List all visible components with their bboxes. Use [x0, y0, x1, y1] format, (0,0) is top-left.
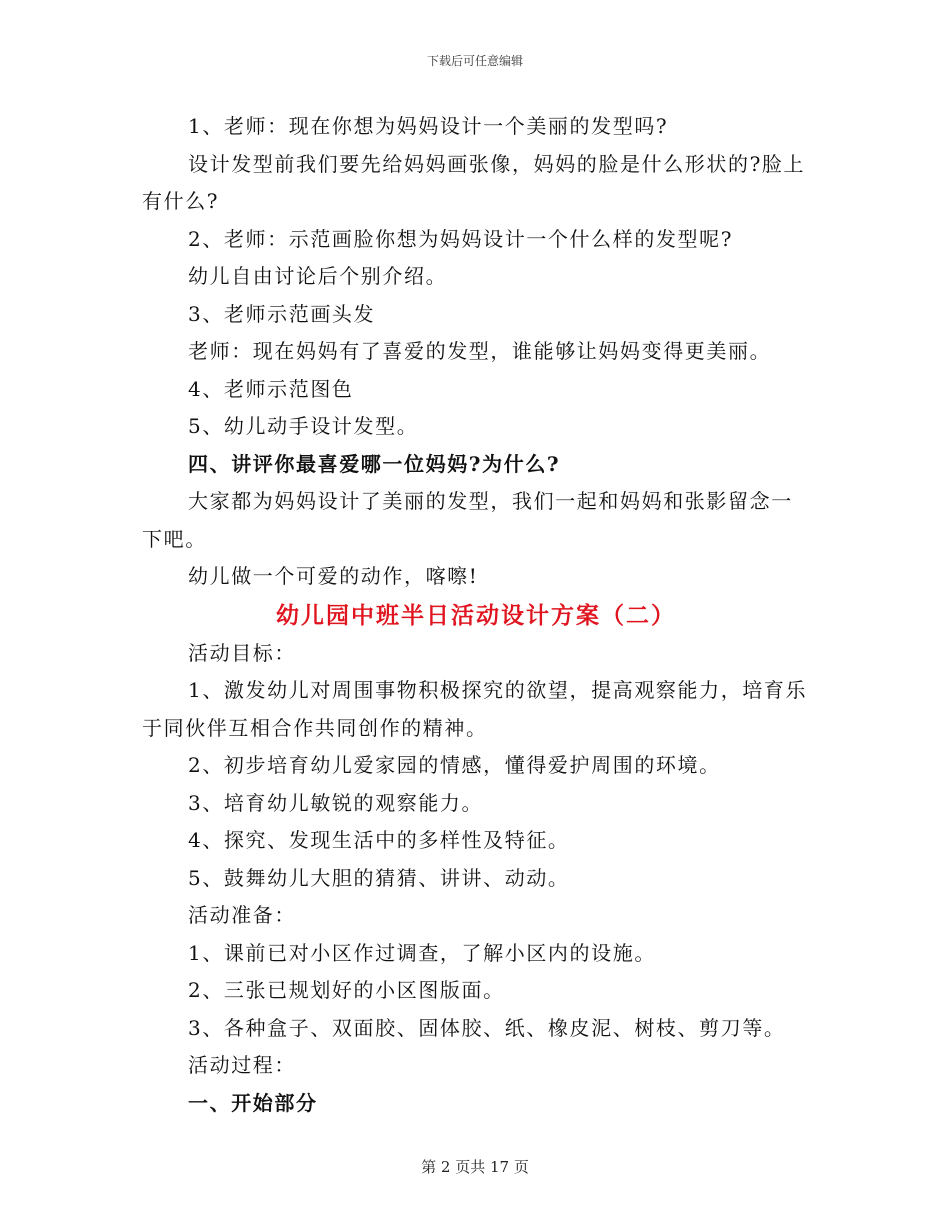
step-1-question: 1、老师：现在你想为妈妈设计一个美丽的发型吗?: [188, 114, 669, 138]
preparation-1: 1、课前已对小区作过调查，了解小区内的设施。: [188, 940, 656, 965]
section-four-heading: 四、讲评你最喜爱哪一位妈妈?为什么?: [188, 451, 561, 476]
page-footer: 第 2 页共 17 页: [421, 1158, 529, 1176]
document-body: [142, 108, 810, 1122]
free-discussion: 幼儿自由讨论后个别介绍。: [188, 264, 448, 288]
goal-5: 5、鼓舞幼儿大胆的猜猜、讲讲、动动。: [188, 865, 570, 890]
plan-two-title: 幼儿园中班半日活动设计方案（二）: [276, 601, 676, 629]
step-2-demo-face: 2、老师：示范画脸你想为妈妈设计一个什么样的发型呢?: [188, 226, 734, 251]
step-3-demo-hair: 3、老师示范画头发: [188, 301, 376, 326]
portrait-instruction: 设计发型前我们要先给妈妈画张像，妈妈的脸是什么形状的?脸上有什么?: [142, 151, 806, 213]
preparation-2: 2、三张已规划好的小区图版面。: [188, 978, 505, 1002]
opening-section-heading: 一、开始部分: [188, 1090, 318, 1115]
step-4-coloring: 4、老师示范图色: [188, 376, 354, 401]
preparation-3: 3、各种盒子、双面胶、固体胶、纸、橡皮泥、树枝、剪刀等。: [188, 1015, 786, 1040]
goal-3: 3、培育幼儿敏锐的观察能力。: [188, 790, 484, 815]
goals-heading: 活动目标：: [188, 640, 296, 665]
preparation-heading: 活动准备：: [188, 903, 296, 927]
goal-4: 4、探究、发现生活中的多样性及特征。: [188, 828, 570, 852]
step-5-design: 5、幼儿动手设计发型。: [188, 414, 419, 438]
photo-paragraph: 大家都为妈妈设计了美丽的发型，我们一起和妈妈和张影留念一下吧。: [142, 489, 793, 551]
goal-2: 2、初步培育幼儿爱家园的情感，懂得爱护周围的环境。: [188, 753, 721, 777]
pose-paragraph: 幼儿做一个可爱的动作，喀嚓!: [188, 564, 479, 588]
goal-1: 1、激发幼儿对周围事物积极探究的欲望，提高观察能力，培育乐于同伙伴互相合作共同创作的精神。: [142, 678, 808, 740]
process-heading: 活动过程：: [188, 1053, 296, 1077]
teacher-prompt: 老师：现在妈妈有了喜爱的发型，谁能够让妈妈变得更美丽。: [188, 339, 772, 363]
page-header-note: 下载后可任意编辑: [426, 54, 523, 68]
